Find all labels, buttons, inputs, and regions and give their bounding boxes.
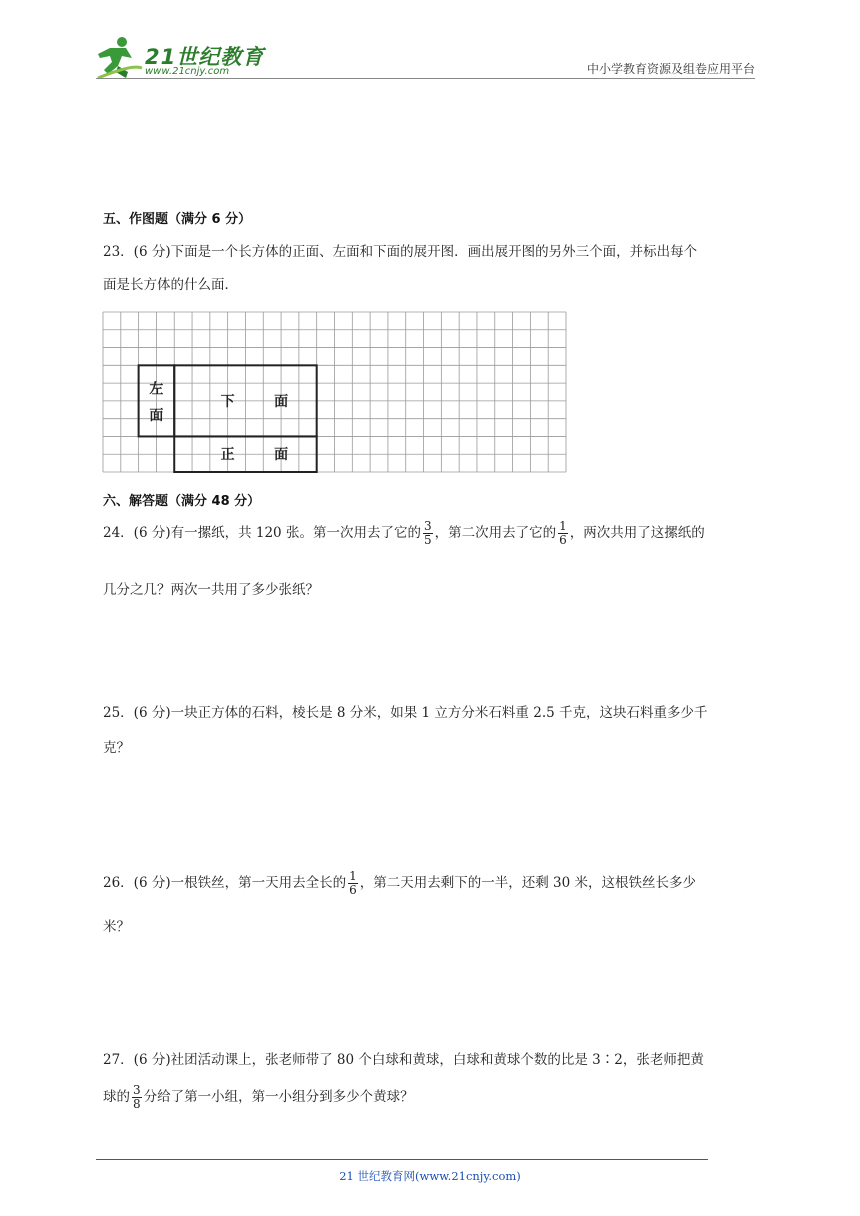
fraction-denominator: 6 bbox=[349, 883, 357, 897]
header-platform-text: 中小学教育资源及组卷应用平台 bbox=[586, 62, 755, 76]
q25-text-line2: 克？ bbox=[103, 740, 130, 756]
footer-divider bbox=[96, 1159, 708, 1160]
face-left-label-2: 面 bbox=[149, 408, 164, 425]
runner-icon bbox=[98, 37, 142, 78]
q24-text-line2: 几分之几？两次一共用了多少张纸？ bbox=[103, 582, 319, 598]
fraction-denominator: 8 bbox=[133, 1097, 141, 1111]
q27-text-line1: 27．(6 分)社团活动课上，张老师带了 80 个白球和黄球，白球和黄球个数的比是 3∶2，张老师把黄 bbox=[103, 1052, 704, 1068]
q24-text-c: ，两次共用了这摞纸的 bbox=[569, 525, 705, 541]
face-bottom-label-2: 面 bbox=[274, 393, 289, 410]
fraction-numerator: 3 bbox=[423, 519, 432, 533]
q26-fraction bbox=[348, 870, 358, 897]
q26-text-b: ，第二天用去剩下的一半，还剩 30 米，这根铁丝长多少 bbox=[359, 875, 696, 891]
fraction-denominator: 6 bbox=[559, 533, 567, 547]
fraction-numerator: 3 bbox=[133, 1083, 141, 1097]
q24-text-b: ，第二次用去了它的 bbox=[434, 525, 557, 541]
fraction-numerator: 1 bbox=[349, 869, 357, 883]
net-grid bbox=[102, 311, 567, 473]
logo-url: www.21cnjy.com bbox=[145, 66, 230, 77]
logo-text: 21世纪教育 bbox=[145, 45, 265, 69]
q27-text-a: 球的 bbox=[103, 1089, 130, 1105]
face-bottom-label-1: 下 bbox=[220, 393, 235, 410]
q24-fraction-2 bbox=[558, 520, 568, 547]
q25-text-line1: 25．(6 分)一块正方体的石料，棱长是 8 分米，如果 1 立方分米石料重 2.5 千克，这块石料重多少千 bbox=[103, 705, 708, 721]
section-6-title: 六、解答题（满分 48 分） bbox=[103, 494, 261, 509]
q23-text-line2: 面是长方体的什么面． bbox=[103, 277, 238, 293]
q27-text-line2 bbox=[103, 1084, 414, 1111]
face-front-label-1: 正 bbox=[220, 447, 235, 464]
q26-text-a: 26．(6 分)一根铁丝，第一天用去全长的 bbox=[103, 875, 347, 891]
face-left-label-1: 左 bbox=[149, 381, 164, 398]
fraction-denominator: 5 bbox=[423, 533, 432, 547]
q23-text-line1: 23．(6 分)下面是一个长方体的正面、左面和下面的展开图．画出展开图的另外三个面，并标出每个 bbox=[103, 244, 698, 260]
q27-text-b: 分给了第一小组，第一小组分到多少个黄球？ bbox=[143, 1089, 414, 1105]
face-front-label-2: 面 bbox=[274, 447, 289, 464]
fraction-numerator: 1 bbox=[559, 519, 567, 533]
q24-fraction-1 bbox=[423, 520, 433, 547]
q26-text-line2: 米？ bbox=[103, 919, 130, 935]
q24-text-a: 24．(6 分)有一摞纸，共 120 张。第一次用去了它的 bbox=[103, 525, 421, 541]
q24-text-line1 bbox=[103, 520, 705, 547]
footer-text: 21 世纪教育网(www.21cnjy.com) bbox=[339, 1169, 521, 1183]
q26-text-line1 bbox=[103, 870, 696, 897]
section-5-title: 五、作图题（满分 6 分） bbox=[103, 212, 252, 227]
header-divider bbox=[96, 78, 755, 79]
q27-fraction bbox=[132, 1084, 142, 1111]
